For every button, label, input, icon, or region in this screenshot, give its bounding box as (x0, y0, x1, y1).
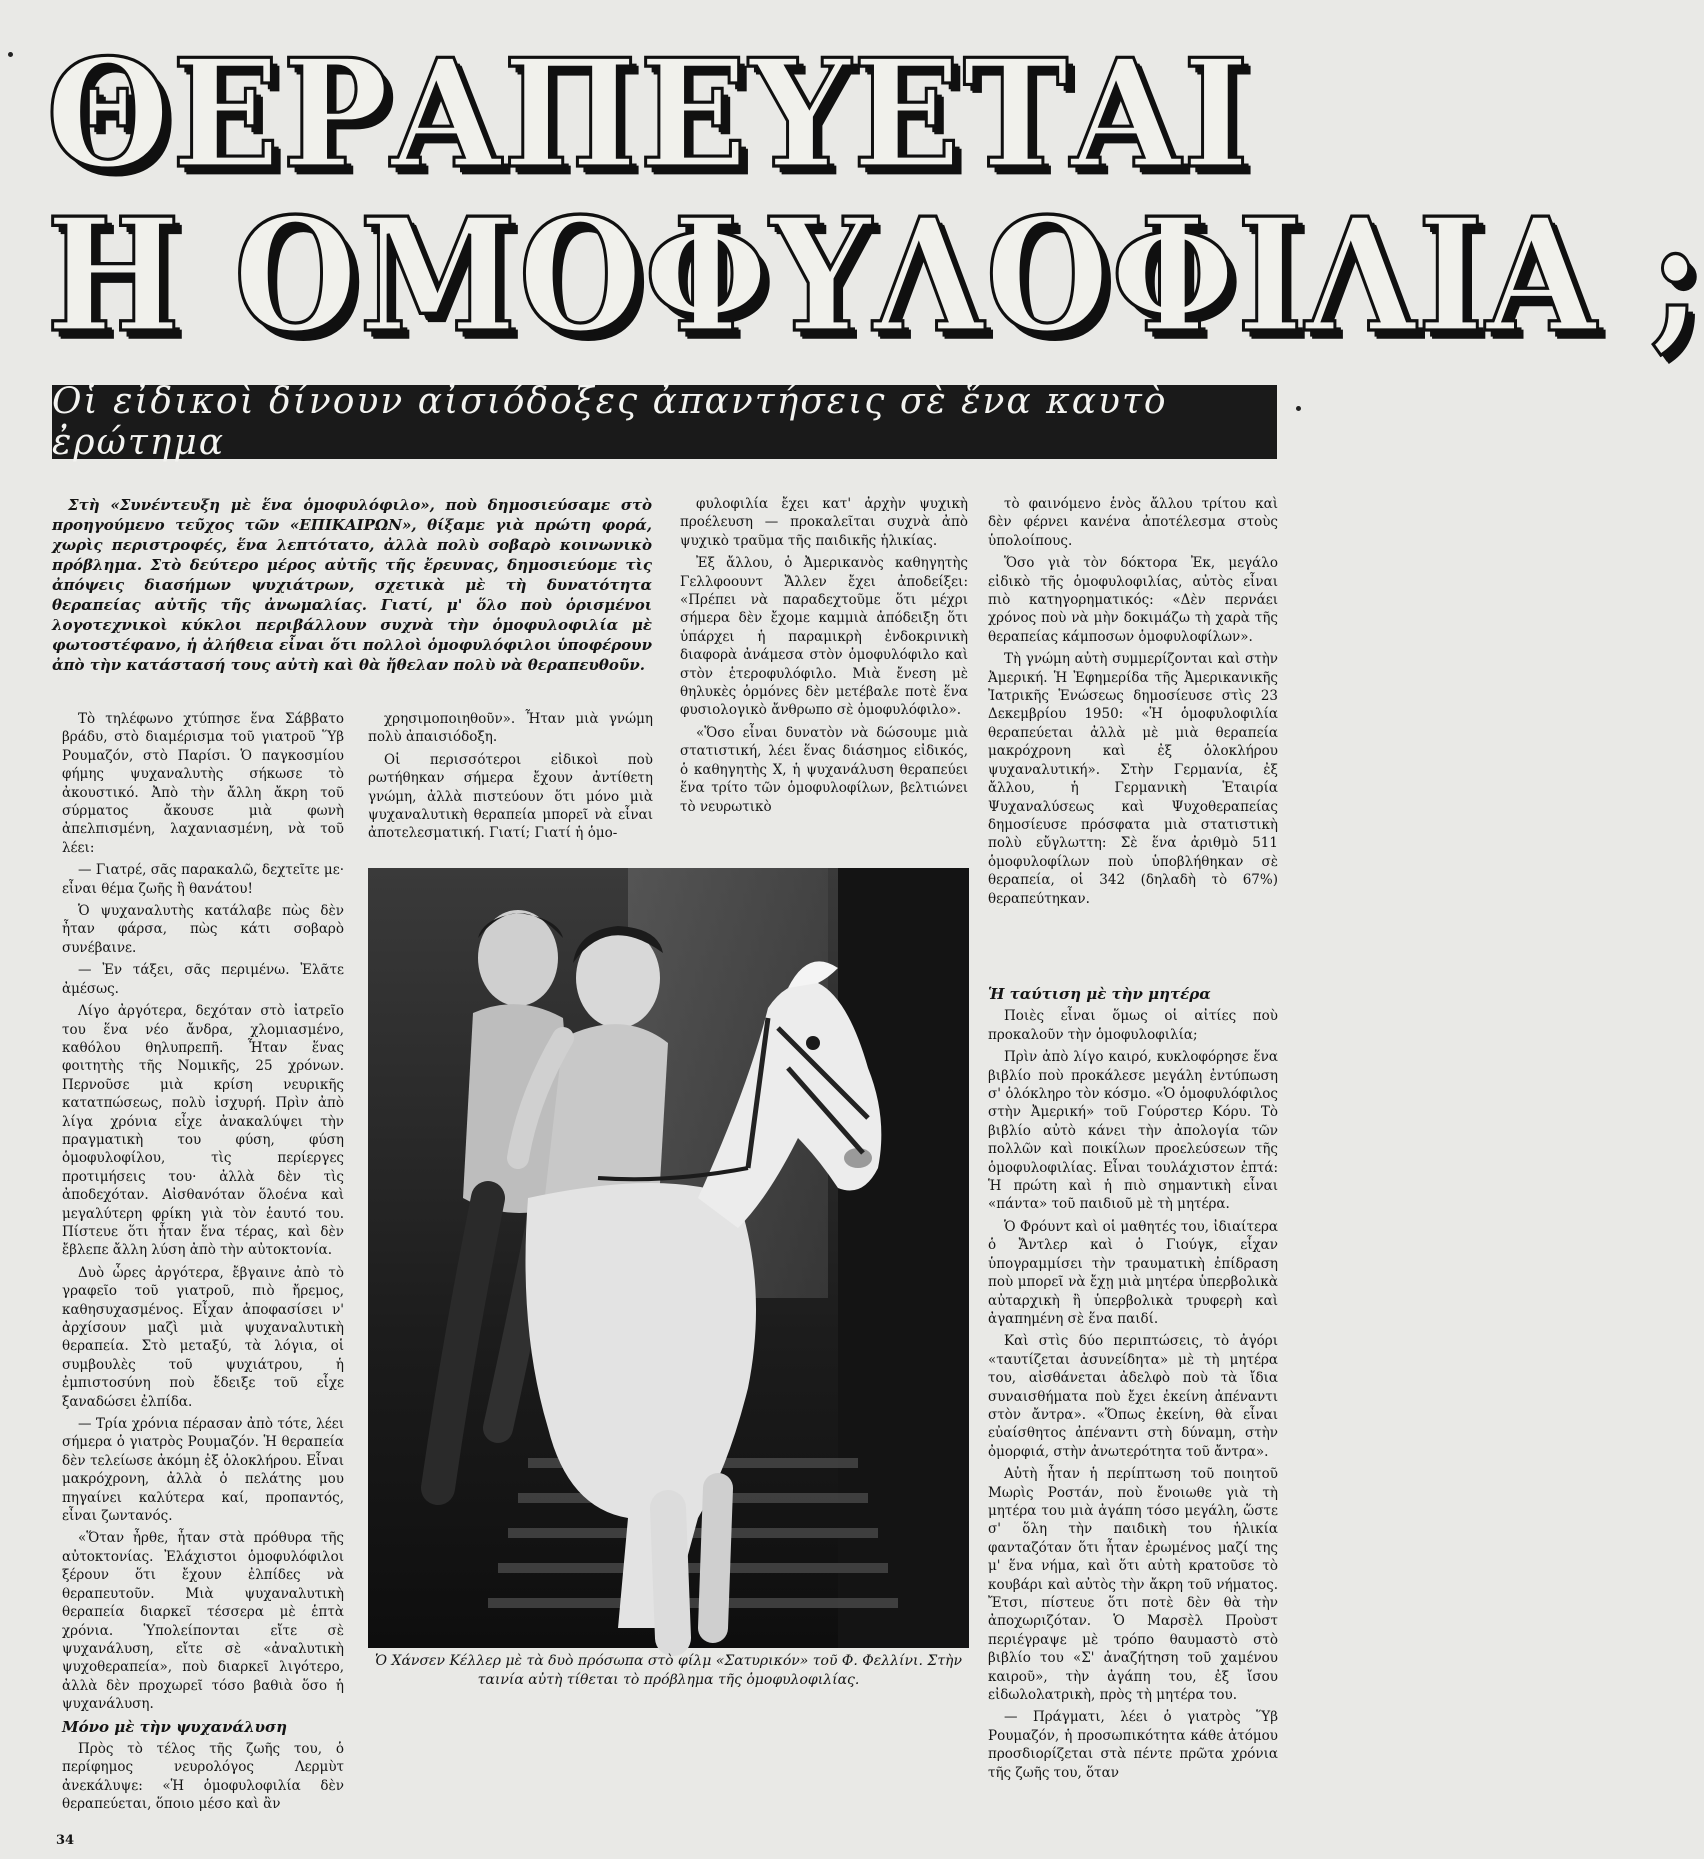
speck (8, 52, 13, 57)
paragraph: Ἐξ ἄλλου, ὁ Ἀμερικανὸς καθηγητὴς Γελλφοουντ Ἄλλεν ἔχει ἀποδείξει: «Πρέπει νὰ παραδεχτοῦμε ὅτι μέχρι σήμερα δὲν ἔχομε καμμιὰ ἀπόδειξη ὅτι ὑπάρχει ἡ παραμικρὴ ἐνδοκρινικὴ διαφορὰ ἀνάμεσα στὸν ὁμοφυλόφιλο καὶ στὸν ἑτεροφυλόφιλο. Μιὰ ἔνεση μὲ θηλυκὲς ὁρμόνες δὲν μετέβαλε ποτὲ ἕνα φυσιολογικὸ ἄνθρωπο σὲ ὁμοφυλόφιλο». (680, 555, 968, 719)
paragraph: Τὴ γνώμη αὐτὴ συμμερίζονται καὶ στὴν Ἀμερική. Ἡ Ἐφημερίδα τῆς Ἀμερικανικῆς Ἰατρικῆς Ἑνώσεως δημοσίευσε στὶς 23 Δεκεμβρίου 1950: «Ἡ ὁμοφυλοφιλία θεραπεύεται ἀλλὰ μὲ μιὰ θεραπεία μακρόχρονη καὶ ἐξ ὁλοκλήρου ψυχαναλυτική». Στὴν Γερμανία, ἐξ ἄλλου, ἡ Γερμανικὴ Ἑταιρία Ψυχαναλύσεως καὶ Ψυχοθεραπείας δημοσίευσε πρόσφατα μιὰ στατιστικὴ πολὺ εὔγλωττη: Σὲ ἕνα ἀριθμὸ 511 ὁμοφυλοφίλων ποὺ ὑποβλήθηκαν σὲ θεραπεία, οἱ 342 (δηλαδὴ τὸ 67%) θεραπεύτηκαν. (988, 651, 1278, 907)
paragraph: «Ὅσο εἶναι δυνατὸν νὰ δώσουμε μιὰ στατιστική, λέει ἕνας διάσημος εἰδικός, ὁ καθηγητὴς Χ, ἡ ψυχανάλυση θεραπεύει ἕνα τρίτο τῶν ὁμοφυλοφίλων, βελτιώνει τὸ νευρωτικὸ (680, 724, 968, 815)
section-subhead: Μόνο μὲ τὴν ψυχανάλυση (62, 1717, 287, 1736)
paragraph: — Γιατρέ, σᾶς παρακαλῶ, δεχτεῖτε με· εἶναι θέμα ζωῆς ἢ θανάτου! (62, 862, 344, 897)
column-1 (62, 710, 344, 1818)
paragraph: φυλοφιλία ἔχει κατ' ἀρχὴν ψυχικὴ προέλευση — προκαλεῖται συχνὰ ἀπὸ ψυχικὸ τραῦμα τῆς παιδικῆς ἡλικίας. (680, 496, 968, 549)
paragraph: χρησιμοποιηθοῦν». Ἦταν μιὰ γνώμη πολὺ ἀπαισιόδοξη. (368, 711, 653, 746)
paragraph: — Πράγματι, λέει ὁ γιατρὸς Ὕβ Ρουμαζόν, ἡ προσωπικότητα κάθε ἀτόμου προσδιορίζεται στὰ πέντε πρῶτα χρόνια τῆς ζωῆς του, ὅταν (988, 1709, 1278, 1781)
paragraph: Ποιὲς εἶναι ὅμως οἱ αἰτίες ποὺ προκαλοῦν τὴν ὁμοφυλοφιλία; (988, 1008, 1278, 1043)
speck (1296, 406, 1301, 411)
headline-line-1: ΘΕΡΑΠΕΥΕΤΑΙ (46, 27, 1252, 202)
paragraph: Οἱ περισσότεροι εἰδικοὶ ποὺ ρωτήθηκαν σήμερα ἔχουν ἀντίθετη γνώμη, ἀλλὰ πιστεύουν ὅτι μόνο μιὰ ψυχαναλυτικὴ θεραπεία μπορεῖ νὰ εἶναι ἀποτελεσματική. Γιατί; Γιατί ἡ ὁμο- (368, 751, 653, 842)
subtitle-bar (52, 381, 1277, 463)
column-4-continued (988, 985, 1278, 1786)
paragraph: Ὁ ψυχαναλυτὴς κατάλαβε πὼς δὲν ἦταν φάρσα, πὼς κάτι σοβαρὸ συνέβαινε. (62, 903, 344, 956)
paragraph: Πρὸς τὸ τέλος τῆς ζωῆς του, ὁ περίφημος νευρολόγος Λερμὺτ ἀνεκάλυψε: «Ἡ ὁμοφυλοφιλία δὲν θεραπεύεται, ὅποιο μέσο καὶ ἂν (62, 1740, 344, 1813)
intro-paragraph: Στὴ «Συνέντευξη μὲ ἕνα ὁμοφυλόφιλο», ποὺ δημοσιεύσαμε στὸ προηγούμενο τεῦχος τῶν «ΕΠΙΚΑΙΡΩΝ», θίξαμε γιὰ πρώτη φορά, χωρὶς περιστροφές, ἕνα λεπτότατο, ἀλλὰ πολὺ σοβαρὸ κοινωνικὸ πρόβλημα. Στὸ δεύτερο μέρος αὐτῆς τῆς ἔρευνας, δημοσιεύομε τὶς ἀπόψεις διασήμων ψυχιάτρων, σχετικὰ μὲ τὴ δυνατότητα θεραπείας αὐτῆς τῆς ἀνωμαλίας. Γιατί, μ' ὅλο ποὺ ὁρισμένοι λογοτεχνικοὶ κύκλοι περιβάλλουν συχνὰ τὴν ὁμοφυλοφιλία μὲ φωτοστέφανο, ἡ ἀλήθεια εἶναι ὅτι πολλοὶ ὁμοφυλόφιλοι ὑποφέρουν ἀπὸ τὴν κατάστασή τους αὐτὴ καὶ θὰ ἤθελαν πολὺ νὰ θεραπευθοῦν. (52, 496, 652, 674)
paragraph: Καὶ στὶς δύο περιπτώσεις, τὸ ἀγόρι «ταυτίζεται ἀσυνείδητα» μὲ τὴ μητέρα του, αἰσθάνεται ἀδελφὸ ποὺ τὰ ἴδια συναισθήματα ποὺ ἔχει ἐκείνη ἀπέναντι στὸν ἄντρα». «Ὅπως ἐκείνη, θὰ εἶναι εὐαίσθητος ἀπέναντι στὴ δύναμη, στὴν ὀμορφιά, στὴν ἀνωτερότητα τοῦ ἄντρα». (988, 1333, 1278, 1460)
paragraph: — Ἐν τάξει, σᾶς περιμένω. Ἐλᾶτε ἀμέσως. (62, 962, 344, 997)
subtitle-text: Οἱ εἰδικοὶ δίνουν αἰσιόδοξες ἀπαντήσεις σὲ ἕνα καυτὸ ἐρώτημα (52, 381, 1168, 463)
paragraph: τὸ φαινόμενο ἑνὸς ἄλλου τρίτου καὶ δὲν φέρνει κανένα ἀποτέλεσμα στοὺς ὑπολοίπους. (988, 496, 1278, 549)
photo-caption: Ὁ Χάνσεν Κέλλερ μὲ τὰ δυὸ πρόσωπα στὸ φίλμ «Σατυρικόν» τοῦ Φ. Φελλίνι. Στὴν ταινία αὐτὴ τίθεται τὸ πρόβλημα τῆς ὁμοφυλοφιλίας. (375, 1653, 962, 1688)
film-still-photo (368, 868, 969, 1648)
paragraph: Πρὶν ἀπὸ λίγο καιρό, κυκλοφόρησε ἕνα βιβλίο ποὺ προκάλεσε μεγάλη ἐντύπωση σ' ὁλόκληρο τὸν κόσμο. «Ὁ ὁμοφυλόφιλος στὴν Ἀμερική» τοῦ Γούρστερ Κόρυ. Τὸ βιβλίο αὐτὸ κάνει τὴν ἀπολογία τῶν πολλῶν καὶ ποικίλων προελεύσεων τῆς ὁμοφυλοφιλίας. Εἶναι τουλάχιστον ἑπτά: Ἡ πρώτη καὶ ἡ πιὸ σημαντικὴ εἶναι «πάντα» τοῦ παιδιοῦ μὲ τὴ μητέρα. (988, 1049, 1278, 1213)
horse-riders-illustration (368, 868, 969, 1648)
column-2 (368, 710, 653, 847)
paragraph: «Ὅταν ἦρθε, ἦταν στὰ πρόθυρα τῆς αὐτοκτονίας. Ἐλάχιστοι ὁμοφυλόφιλοι ξέρουν ὅτι ἔχουν ἐλπίδες νὰ θεραπευτοῦν. Μιὰ ψυχαναλυτικὴ θεραπεία διαρκεῖ τέσσερα μὲ ἑπτὰ χρόνια. Ὑπολείπονται εἴτε σὲ ψυχανάλυση, εἴτε σὲ «ἀναλυτικὴ ψυχοθεραπεία», ποὺ διαρκεῖ λιγότερο, ἀλλὰ δὲν προχωρεῖ τόσο βαθιὰ ὅσο ἡ ψυχανάλυση. (62, 1530, 344, 1713)
paragraph: Ὅσο γιὰ τὸν δόκτορα Ἐκ, μεγάλο εἰδικὸ τῆς ὁμοφυλοφιλίας, αὐτὸς εἶναι πιὸ κατηγορηματικός: «Δὲν περνάει χρόνος ποὺ νὰ μὴν δοκιμάζω τὴ χαρὰ τῆς θεραπείας κάμποσων ὁμοφυλοφίλων». (988, 555, 1278, 645)
headline-line-2: Η ΟΜΟΦΥΛΟΦΙΛΙΑ ; (46, 184, 1704, 368)
paragraph: Ὁ Φρόυντ καὶ οἱ μαθητές του, ἰδιαίτερα ὁ Ἄντλερ καὶ ὁ Γιούγκ, εἶχαν ὑπογραμμίσει τὴν τραυματικὴ ἐπίδραση ποὺ μπορεῖ νὰ ἔχῃ μιὰ μητέρα ὑπερβολικὰ αὐταρχικὴ ἢ ὑπερβολικὰ τρυφερὴ καὶ ἀγαπημένη σὲ ἕνα παιδί. (988, 1218, 1278, 1327)
column-4 (988, 495, 1278, 912)
paragraph: Λίγο ἀργότερα, δεχόταν στὸ ἰατρεῖο του ἕνα νέο ἄνδρα, χλομιασμένο, καθόλου θηλυπρεπῆ. Ἦταν ἕνας φοιτητὴς τῆς Νομικῆς, 25 χρόνων. Περνοῦσε μιὰ κρίση νευρικῆς κατατπώσεως, πολὺ ἰσχυρή. Πρὶν ἀπὸ λίγα χρόνια εἶχε ἀνακαλύψει τὴν πραγματικὴ του φύση, φύση ὁμοφυλοφίλου, τὶς περίεργες προτιμήσεις του· ἀλλὰ δὲν τὶς ἀποδεχόταν. Αἰσθανόταν ὅλοένα καὶ μεγαλύτερη φρίκη γιὰ τὸν ἑαυτό του. Πίστευε ὅτι ἦταν ἕνα τέρας, καὶ δὲν ἔβλεπε ἄλλη λύση ἀπὸ τὴν αὐτοκτονία. (62, 1003, 344, 1259)
section-subhead: Ἡ ταύτιση μὲ τὴν μητέρα (988, 985, 1211, 1003)
paragraph: Τὸ τηλέφωνο χτύπησε ἕνα Σάββατο βράδυ, στὸ διαμέρισμα τοῦ γιατροῦ Ὕβ Ρουμαζόν, στὸ Παρίσι. Ὁ παγκοσμίου φήμης ψυχαναλυτὴς σήκωσε τὸ ἀκουστικό. Ἀπὸ τὴν ἄλλη ἄκρη τοῦ σύρματος ἄκουσε μιὰ φωνὴ ἀπελπισμένη, λαχανιασμένη, νὰ τοῦ λέει: (62, 711, 344, 856)
page-number: 34 (56, 1833, 75, 1848)
paragraph: Αὐτὴ ἦταν ἡ περίπτωση τοῦ ποιητοῦ Μωρὶς Ροστάν, ποὺ ἔνοιωθε γιὰ τὴ μητέρα του μιὰ ἀγάπη τόσο μεγάλη, ὥστε σ' ὅλη τὴν παιδικὴ του ἡλικία φανταζόταν ὅτι ἦταν ἐρωμένος μαζί της μ' ἕνα νήμα, καὶ ὅτι αὐτὴ κρατοῦσε τὸ κουβάρι καὶ αὐτὸς τὴν ἄκρη τοῦ νήματος. Ἔτσι, πίστευε ὅτι ποτὲ δὲν θὰ τὴν ἀποχωριζόταν. Ὁ Μαρσὲλ Προὺστ περιέγραψε μὲ τρόπο θαυμαστὸ στὸ βιβλίο του «Σ' ἀναζήτηση τοῦ χαμένου καιροῦ», τὴν ἀγάπη του, ἐξ ἴσου εἰδωλολατρικὴ, πρὸς τὴ μητέρα του. (988, 1466, 1278, 1704)
paragraph: — Τρία χρόνια πέρασαν ἀπὸ τότε, λέει σήμερα ὁ γιατρὸς Ρουμαζόν. Ἡ θεραπεία δὲν τελείωσε ἀκόμη ἐξ ὁλοκλήρου. Εἶναι μακρόχρονη, ἀλλὰ ὁ πελάτης μου πηγαίνει καλύτερα καί, προπαντός, εἶναι ζωντανός. (62, 1416, 344, 1525)
column-3 (680, 495, 968, 820)
paragraph: Δυὸ ὧρες ἀργότερα, ἔβγαινε ἀπὸ τὸ γραφεῖο τοῦ γιατροῦ, πιὸ ἤρεμος, καθησυχασμένος. Εἶχαν ἀποφασίσει ν' ἀρχίσουν μαζὶ μιὰ ψυχαναλυτικὴ θεραπεία. Στὸ μεταξύ, τὰ λόγια, οἱ συμβουλὲς τοῦ ψυχιάτρου, ἡ ἐμπιστοσύνη ποὺ ἔδειξε τοῦ εἶχε ξαναδώσει ἐλπίδα. (62, 1264, 344, 1410)
